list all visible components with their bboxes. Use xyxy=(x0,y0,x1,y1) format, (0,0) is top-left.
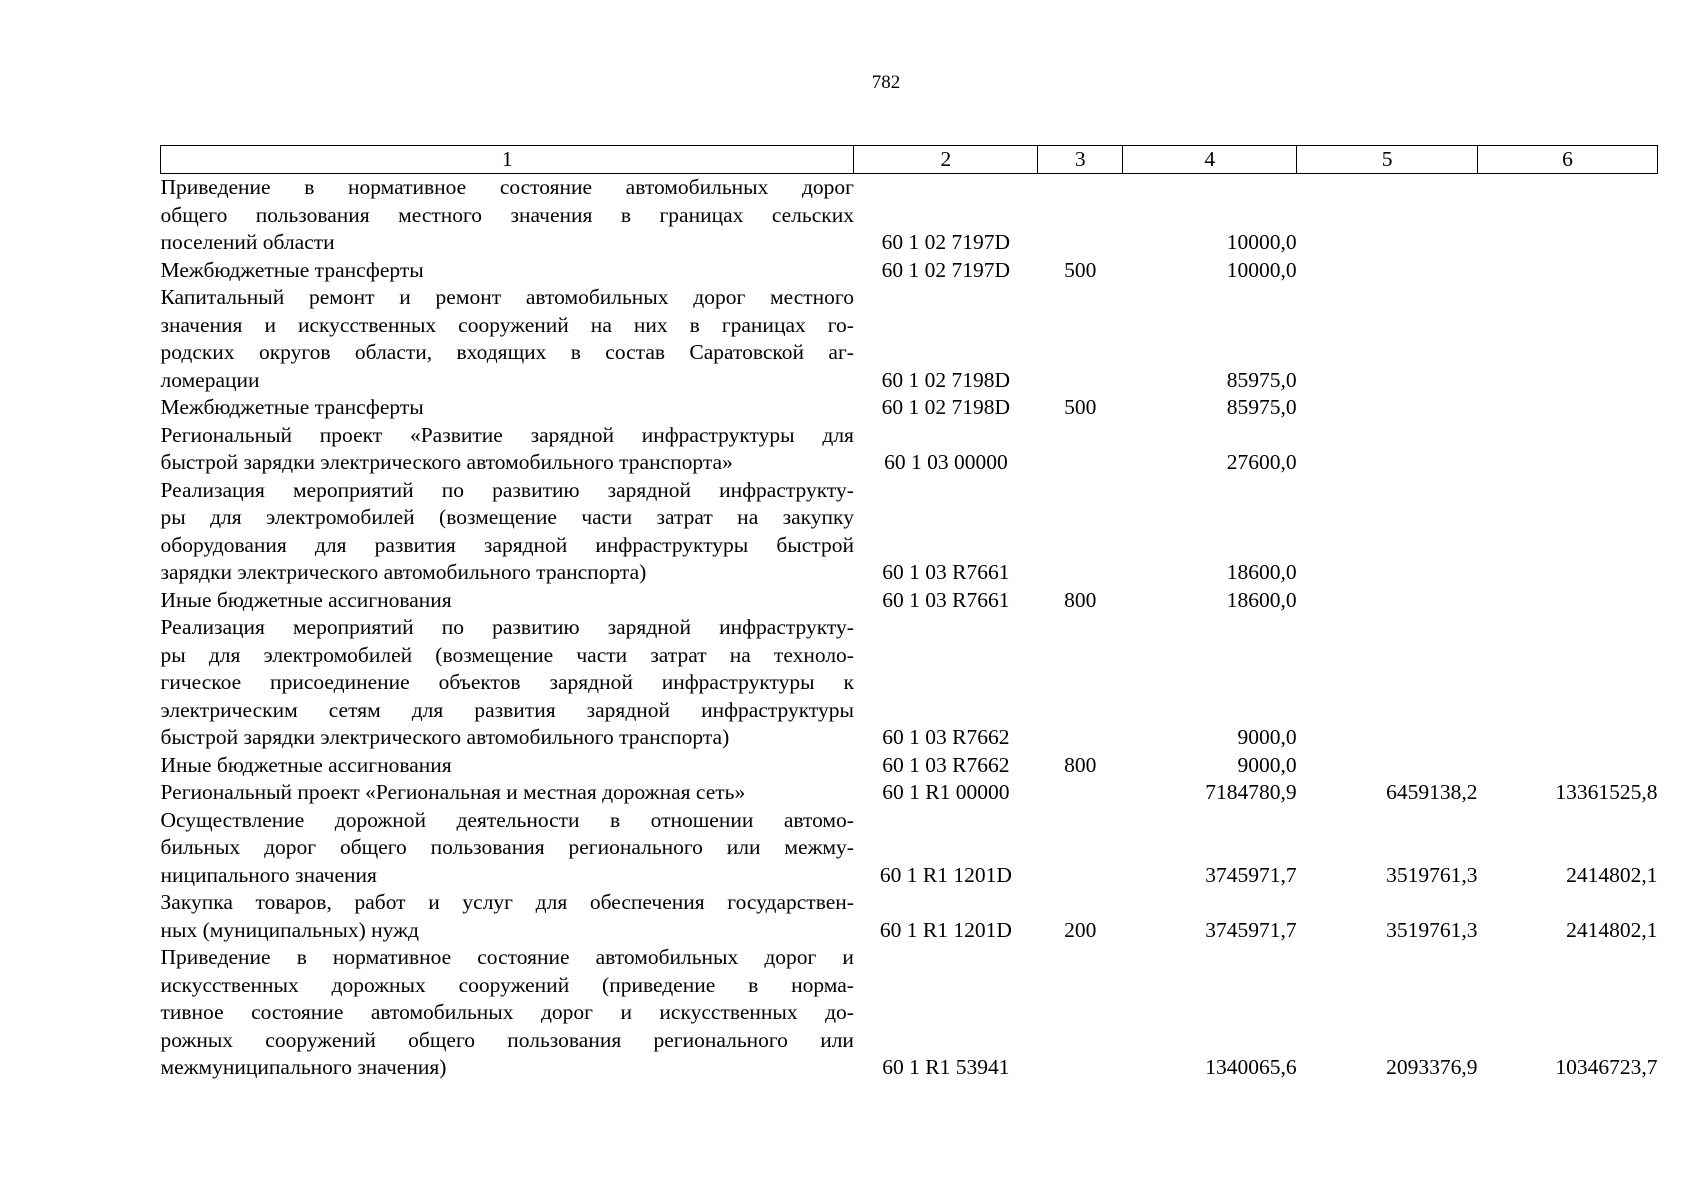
expense-type-code: 200 xyxy=(1064,917,1097,942)
description-line: Реализация мероприятий по развитию зарядной инфраструкту- xyxy=(160,615,854,639)
row-description xyxy=(161,422,854,477)
amount-col6: 2414802,1 xyxy=(1566,917,1658,942)
description-line: гическое присоединение объектов зарядной инфраструктуры к xyxy=(160,670,854,694)
description-line: общего пользования местного значения в границах сельских xyxy=(160,202,854,227)
description-line: Иные бюджетные ассигнования xyxy=(160,587,452,612)
description-line: быстрой зарядки электрического автомобильного транспорта» xyxy=(160,450,733,474)
expense-type-code: 800 xyxy=(1064,752,1097,777)
description-line: Закупка товаров, работ и услуг для обеспечения государствен- xyxy=(160,890,854,914)
description-line: электрическим сетям для развития зарядной инфраструктуры xyxy=(160,697,854,722)
expense-type-code: 500 xyxy=(1064,395,1097,419)
amount-col6: 2414802,1 xyxy=(1566,862,1658,887)
amount-col5 xyxy=(1297,477,1478,587)
amount-col5: 3519761,3 xyxy=(1386,917,1478,942)
column-header: 5 xyxy=(1297,146,1478,174)
target-article-code: 60 1 02 7198D xyxy=(881,367,1011,392)
description-line: межмуниципального значения) xyxy=(160,1055,447,1079)
row-description xyxy=(161,752,854,780)
table-row xyxy=(161,257,1658,285)
row-description xyxy=(161,257,854,285)
expense-type-code xyxy=(1038,284,1123,394)
target-article-code: 60 1 R1 00000 xyxy=(882,780,1010,804)
amount-col4: 18600,0 xyxy=(1226,560,1297,584)
expense-type-code xyxy=(1038,779,1123,807)
amount-col6: 13361525,8 xyxy=(1555,780,1658,804)
amount-col4: 3745971,7 xyxy=(1205,862,1297,887)
row-description xyxy=(161,174,854,257)
table-row xyxy=(161,779,1658,807)
target-article-code: 60 1 R1 1201D xyxy=(879,862,1012,887)
amount-col6 xyxy=(1478,614,1658,752)
description-line: Межбюджетные трансферты xyxy=(160,395,424,419)
target-article-code: 60 1 03 00000 xyxy=(884,450,1008,474)
amount-col4: 9000,0 xyxy=(1237,752,1297,777)
row-description xyxy=(161,477,854,587)
amount-col4: 7184780,9 xyxy=(1205,780,1297,804)
description-line: значения и искусственных сооружений на них в границах го- xyxy=(160,312,854,337)
description-line: ломерации xyxy=(160,367,260,392)
amount-col4: 3745971,7 xyxy=(1205,917,1297,942)
amount-col6 xyxy=(1478,422,1658,477)
amount-col5 xyxy=(1297,174,1478,257)
expense-type-code xyxy=(1038,422,1123,477)
table-row xyxy=(161,422,1658,477)
description-line: Приведение в нормативное состояние автомобильных дорог xyxy=(160,175,854,199)
row-description xyxy=(161,807,854,890)
description-line: оборудования для развития зарядной инфраструктуры быстрой xyxy=(160,532,854,557)
description-line: быстрой зарядки электрического автомобильного транспорта) xyxy=(160,725,730,749)
description-line: тивное состояние автомобильных дорог и искусственных до- xyxy=(160,1000,854,1024)
table-row xyxy=(161,614,1658,752)
description-line: поселений области xyxy=(160,230,335,254)
description-line: искусственных дорожных сооружений (приведение в норма- xyxy=(160,972,854,997)
description-line: Реализация мероприятий по развитию зарядной инфраструкту- xyxy=(160,477,854,502)
table-row xyxy=(161,174,1658,257)
table-row xyxy=(161,889,1658,944)
amount-col5: 2093376,9 xyxy=(1386,1055,1478,1079)
amount-col6 xyxy=(1478,257,1658,285)
description-line: Капитальный ремонт и ремонт автомобильных дорог местного xyxy=(160,285,854,309)
amount-col5 xyxy=(1297,284,1478,394)
table-row xyxy=(161,394,1658,422)
row-description xyxy=(161,284,854,394)
amount-col5 xyxy=(1297,587,1478,615)
table-body xyxy=(161,174,1658,1082)
row-description xyxy=(161,394,854,422)
page-number: 782 xyxy=(871,72,901,93)
column-header: 1 xyxy=(161,146,854,174)
description-line: родских округов области, входящих в состав Саратовской аг- xyxy=(160,340,854,364)
amount-col6 xyxy=(1478,752,1658,780)
description-line: бильных дорог общего пользования регионального или межму- xyxy=(160,835,854,859)
column-header: 3 xyxy=(1038,146,1123,174)
table-row xyxy=(161,944,1658,1082)
amount-col6 xyxy=(1478,587,1658,615)
description-line: ных (муниципальных) нужд xyxy=(160,917,419,942)
budget-table xyxy=(160,145,1658,1082)
target-article-code: 60 1 03 R7662 xyxy=(882,752,1010,777)
description-line: зарядки электрического автомобильного транспорта) xyxy=(160,560,647,584)
row-description xyxy=(161,587,854,615)
target-article-code: 60 1 02 7197D xyxy=(881,257,1011,282)
target-article-code: 60 1 R1 1201D xyxy=(879,917,1012,942)
description-line: Приведение в нормативное состояние автомобильных дорог и xyxy=(160,945,854,969)
row-description xyxy=(161,779,854,807)
amount-col5 xyxy=(1297,257,1478,285)
amount-col5 xyxy=(1297,422,1478,477)
amount-col5 xyxy=(1297,614,1478,752)
row-description xyxy=(161,889,854,944)
expense-type-code xyxy=(1038,174,1123,257)
header-row xyxy=(161,146,1658,174)
target-article-code: 60 1 R1 53941 xyxy=(882,1055,1010,1079)
amount-col5: 3519761,3 xyxy=(1386,862,1478,887)
column-header: 6 xyxy=(1478,146,1658,174)
amount-col5 xyxy=(1297,394,1478,422)
description-line: Региональный проект «Региональная и местная дорожная сеть» xyxy=(160,780,746,804)
column-header: 2 xyxy=(854,146,1038,174)
description-line: Региональный проект «Развитие зарядной инфраструктуры для xyxy=(160,422,854,447)
row-description xyxy=(161,614,854,752)
expense-type-code xyxy=(1038,614,1123,752)
amount-col4: 9000,0 xyxy=(1237,725,1297,749)
amount-col6 xyxy=(1478,174,1658,257)
expense-type-code xyxy=(1038,477,1123,587)
table-row xyxy=(161,284,1658,394)
table-row xyxy=(161,477,1658,587)
amount-col4: 85975,0 xyxy=(1226,395,1297,419)
amount-col5: 6459138,2 xyxy=(1386,780,1478,804)
amount-col6 xyxy=(1478,394,1658,422)
target-article-code: 60 1 02 7197D xyxy=(881,230,1011,254)
amount-col6 xyxy=(1478,477,1658,587)
description-line: ры для электромобилей (возмещение части затрат на закупку xyxy=(160,505,854,529)
amount-col4: 10000,0 xyxy=(1226,230,1297,254)
description-line: Иные бюджетные ассигнования xyxy=(160,752,452,777)
target-article-code: 60 1 03 R7662 xyxy=(882,725,1010,749)
description-line: Осуществление дорожной деятельности в отношении автомо- xyxy=(160,807,854,832)
target-article-code: 60 1 02 7198D xyxy=(881,395,1011,419)
expense-type-code: 500 xyxy=(1064,257,1097,282)
expense-type-code xyxy=(1038,807,1123,890)
amount-col4: 1340065,6 xyxy=(1205,1055,1297,1079)
row-description xyxy=(161,944,854,1082)
amount-col4: 10000,0 xyxy=(1226,257,1297,282)
description-line: рожных сооружений общего пользования регионального или xyxy=(160,1027,854,1052)
amount-col4: 18600,0 xyxy=(1226,587,1297,612)
amount-col5 xyxy=(1297,752,1478,780)
description-line: ниципального значения xyxy=(160,862,377,887)
column-header: 4 xyxy=(1123,146,1297,174)
amount-col6 xyxy=(1478,284,1658,394)
amount-col4: 27600,0 xyxy=(1226,450,1297,474)
table-row xyxy=(161,587,1658,615)
table-row xyxy=(161,807,1658,890)
expense-type-code xyxy=(1038,944,1123,1082)
description-line: ры для электромобилей (возмещение части затрат на техноло- xyxy=(160,642,854,667)
amount-col4: 85975,0 xyxy=(1226,367,1297,392)
expense-type-code: 800 xyxy=(1064,587,1097,612)
target-article-code: 60 1 03 R7661 xyxy=(882,560,1010,584)
target-article-code: 60 1 03 R7661 xyxy=(882,587,1010,612)
amount-col6: 10346723,7 xyxy=(1555,1055,1658,1079)
table-row xyxy=(161,752,1658,780)
description-line: Межбюджетные трансферты xyxy=(160,257,424,282)
